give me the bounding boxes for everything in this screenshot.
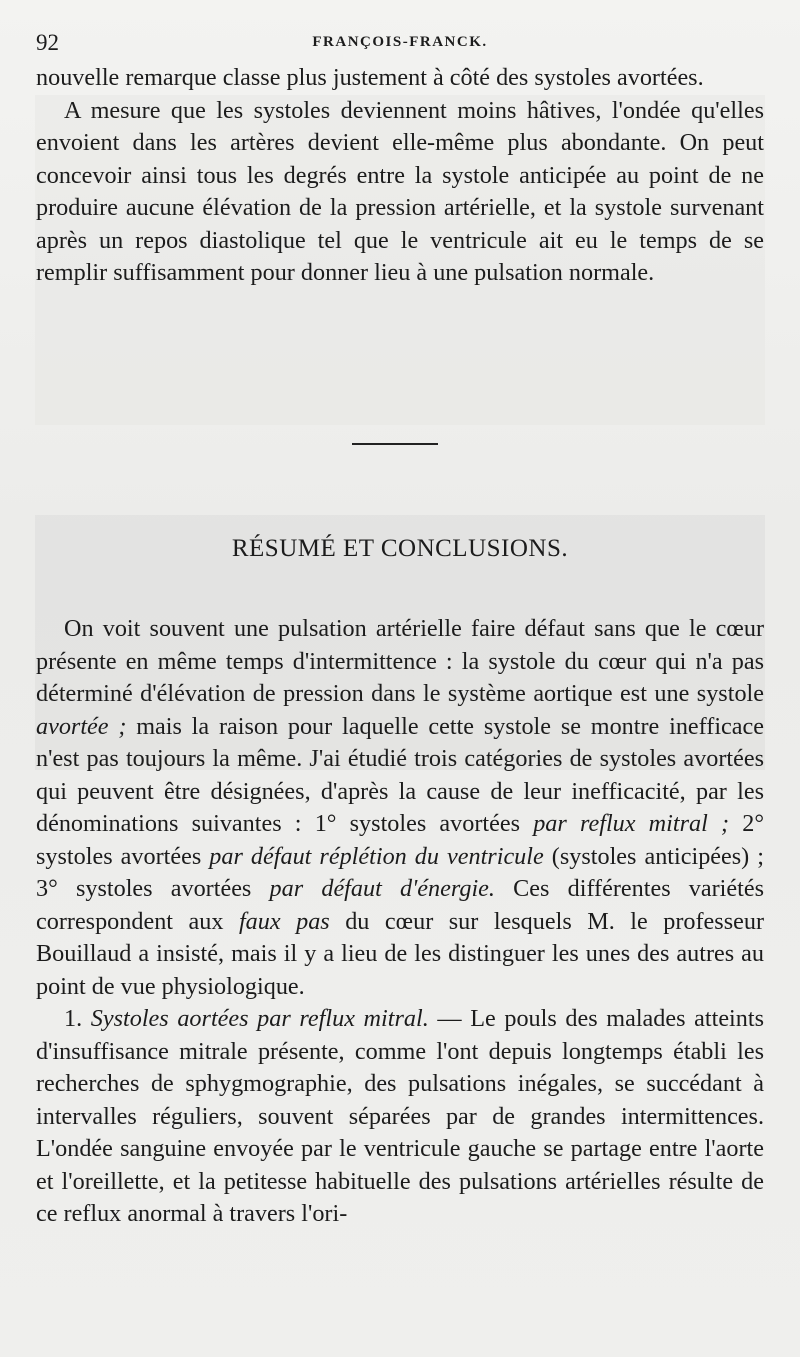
item-number: 1. (64, 1005, 83, 1032)
conclusions-block (36, 613, 764, 1231)
italic-run: par défaut d'énergie. (269, 875, 495, 902)
paragraph-mesure: A mesure que les systoles deviennent moins hâtives, l'ondée qu'elles envoient dans les artères devient elle-même plus abondante. On peut concevoir ainsi tous les degrés entre la systole anticipée au point de ne produire aucune élévation de la pression artérielle, et la systole survenant après un repos diastolique tel que le ventricule ait eu le temps de se remplir suffisamment pour donner lieu à une pulsation normale. (36, 96, 764, 286)
italic-run: faux pas (238, 907, 330, 935)
paragraph-item-1 (36, 1003, 764, 1231)
text-run: mais la raison pour laquelle cette systole se montre inefficace n'est pas toujours la même. J'ai étudié trois catégories de systoles avortées qui peuvent être désignées, d'après la cause de leur inefficacité, par les dénominations suivantes : 1° systoles avortées (36, 712, 764, 837)
item-body: — Le pouls des malades atteints d'insuffisance mitrale présente, comme l'ont depuis longtemps établi les recherches de sphygmographie, des pulsations inégales, se succédant à intervalles réguliers, souvent séparées par de grandes intermittences. L'ondée sanguine envoyée par le ventricule gauche se partage entre l'aorte et l'oreillette, et la petitesse habituelle des pulsations artérielles résulte de ce reflux anormal à travers l'ori- (36, 1005, 765, 1227)
section-divider (352, 443, 438, 445)
text-run: Ces différentes variétés correspondent aux (36, 875, 765, 935)
top-text-block (36, 62, 764, 290)
text-run: 2° systoles avortées (36, 810, 764, 870)
italic-run: par défaut réplétion du ventricule (209, 842, 544, 870)
section-title: RÉSUMÉ ET CONCLUSIONS. (231, 535, 569, 562)
italic-run: avortée ; (36, 712, 127, 740)
text-run: On voit souvent une pulsation artérielle faire défaut sans que le cœur présente en même temps d'intermittence : la systole du cœur qui n'a pas déterminé d'élévation de pression dans le système aortique est une systole (36, 615, 764, 707)
text-run: du cœur sur lesquels M. le professeur Bouillaud a insisté, mais il y a lieu de les distinguer les unes des autres au point de vue physiologique. (36, 907, 765, 1000)
item-title: Systoles aortées par reflux mitral. (90, 1005, 429, 1032)
text-run: (systoles anticipées) ; 3° systoles avortées (36, 842, 764, 902)
italic-run: par reflux mitral ; (533, 810, 730, 837)
page-number: 92 (36, 30, 59, 55)
paragraph-continuation: nouvelle remarque classe plus justement à côté des systoles avortées. (36, 64, 704, 91)
paragraph-conclusions (36, 613, 764, 1003)
running-head: FRANÇOIS-FRANCK. (312, 34, 488, 50)
page-header (36, 30, 764, 56)
